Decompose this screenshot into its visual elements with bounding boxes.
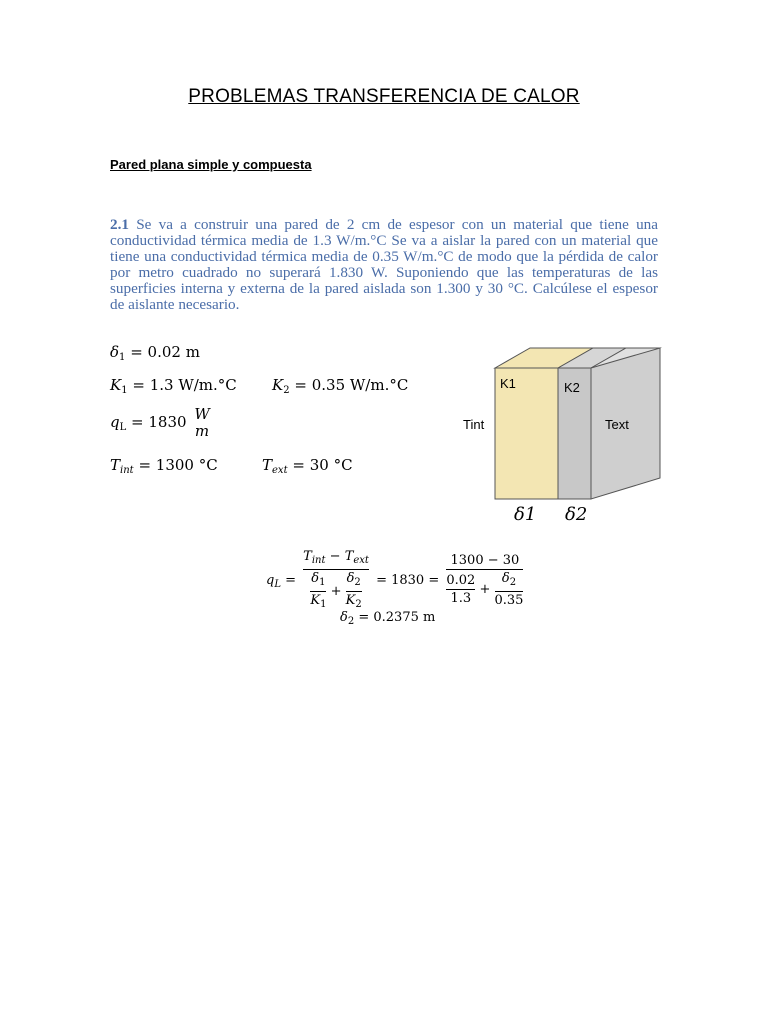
label-k1: K1	[500, 376, 516, 391]
page-title: PROBLEMAS TRANSFERENCIA DE CALOR	[188, 86, 580, 107]
label-tint: Tint	[463, 417, 485, 432]
problem-text: Se va a construir una pared de 2 cm de espesor con un material que tiene una conductividad térmica media de 1.3 W/m.°C Se va a aislar la pared con un material que tiene una conductividad térmica media de 0.35 W/m.°C de modo que la pérdida de calor por metro cuadrado no superará 1.830 W. Suponiendo que las temperaturas de las superficies interna y externa de la pared aislada son 1.300 y 30 °C. Calcúlese el espesor de aislante necesario.	[110, 216, 659, 313]
result-delta2: $\delta_2 = 0.2375$ m	[340, 610, 436, 627]
given-ql: $q_L = 1830$ W m	[110, 405, 210, 440]
given-delta1: $\delta_1 = 0.02$ m	[110, 343, 200, 363]
section-subtitle: Pared plana simple y compuesta	[110, 157, 312, 172]
label-text: Text	[605, 417, 629, 432]
given-k1: $K_1 = 1.3$ W/m.°C	[110, 376, 237, 396]
given-tint: $T_{int} = 1300$ °C	[110, 456, 218, 476]
given-k2: $K_2 = 0.35$ W/m.°C	[272, 376, 409, 396]
label-delta2: δ2	[565, 504, 588, 525]
label-delta1: δ1	[514, 504, 537, 525]
heat-flux-formula: $q_L$ = $T_{int} - T_{ext}$ $\frac{\delta_1}{K_1}$ + $\frac{\delta_2}{K_2}$ = 1830 = 1300 − 30 $\frac{0.02}{1.3}$ + $\frac{\delta_2}{0.35}$	[266, 548, 526, 613]
given-text: $T_{ext} = 30$ °C	[262, 456, 353, 476]
label-k2: K2	[564, 380, 580, 395]
problem-number: 2.1	[110, 216, 129, 233]
